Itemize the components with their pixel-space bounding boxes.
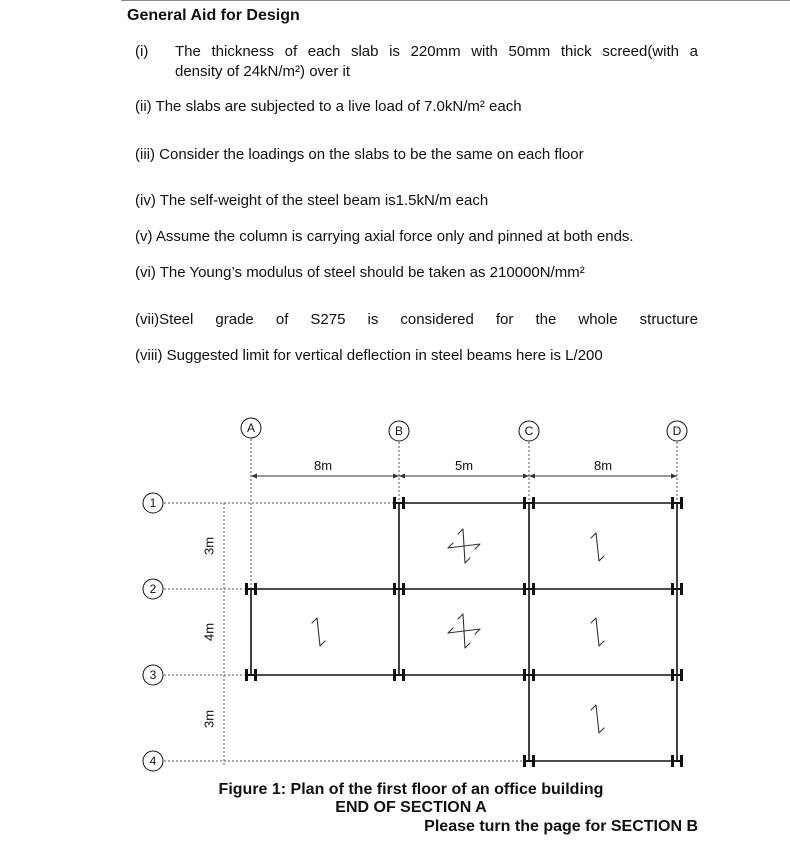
- grid-label-3: 3: [149, 668, 157, 682]
- grid-label-d: D: [672, 424, 682, 438]
- grid-label-2: 2: [149, 582, 157, 596]
- one-way-span-icon: [591, 618, 604, 646]
- one-way-span-icon: [591, 533, 604, 561]
- end-of-section-note: END OF SECTION A: [335, 799, 487, 816]
- grid-label-1: 1: [149, 496, 157, 510]
- row-grid-bubbles: [143, 493, 163, 771]
- grid-label-b: B: [394, 424, 404, 438]
- slab-span-symbols: [312, 529, 604, 733]
- design-aid-item-4: (iv) The self-weight of the steel beam is1.5kN/m each: [135, 192, 489, 209]
- section-heading: General Aid for Design: [127, 7, 300, 24]
- dimension-arrowhead: [399, 474, 405, 479]
- design-aid-item-7: (vii)Steel grade of S275 is considered for the whole structure: [135, 311, 698, 328]
- two-way-span-icon: [448, 614, 480, 648]
- horizontal-dimension: [251, 458, 677, 479]
- figure-caption: Figure 1: Plan of the first floor of an office building: [218, 781, 604, 798]
- dimension-arrowhead: [523, 474, 529, 479]
- column-grid-bubbles: [241, 418, 687, 441]
- span-label-a-b: 8m: [313, 458, 333, 473]
- dimension-arrowhead: [671, 474, 677, 479]
- design-aid-item-1-line-2: density of 24kN/m²) over it: [175, 63, 351, 80]
- span-label-b-c: 5m: [454, 458, 474, 473]
- vertical-dimension-labels: [202, 537, 217, 728]
- one-way-span-icon: [312, 618, 325, 646]
- dimension-arrowhead: [529, 474, 535, 479]
- span-label-c-d: 8m: [593, 458, 613, 473]
- two-way-span-icon: [448, 529, 480, 563]
- design-aid-item-5: (v) Assume the column is carrying axial force only and pinned at both ends.: [135, 228, 634, 245]
- span-label-1-2: 3m: [201, 536, 217, 556]
- design-aid-item-1-line-1: The thickness of each slab is 220mm with 50mm thick screed(with a: [175, 43, 698, 60]
- design-aid-item-3: (iii) Consider the loadings on the slabs to be the same on each floor: [135, 146, 584, 163]
- grid-label-c: C: [524, 424, 534, 438]
- turn-page-note: Please turn the page for SECTION B: [424, 818, 698, 835]
- design-aid-item-label: (i): [135, 43, 149, 60]
- grid-label-a: A: [246, 421, 256, 435]
- span-label-2-3: 4m: [201, 622, 217, 642]
- span-label-3-4: 3m: [201, 709, 217, 729]
- dimension-arrowhead: [251, 474, 257, 479]
- one-way-span-icon: [591, 705, 604, 733]
- design-aid-item-8: (viii) Suggested limit for vertical deflection in steel beams here is L/200: [135, 347, 603, 364]
- grid-reference-lines: [164, 439, 677, 766]
- grid-label-4: 4: [149, 754, 157, 768]
- design-aid-item-6: (vi) The Young’s modulus of steel should be taken as 210000N/mm²: [135, 264, 585, 281]
- dimension-arrowhead: [393, 474, 399, 479]
- design-aid-item-2: (ii) The slabs are subjected to a live load of 7.0kN/m² each: [135, 98, 522, 115]
